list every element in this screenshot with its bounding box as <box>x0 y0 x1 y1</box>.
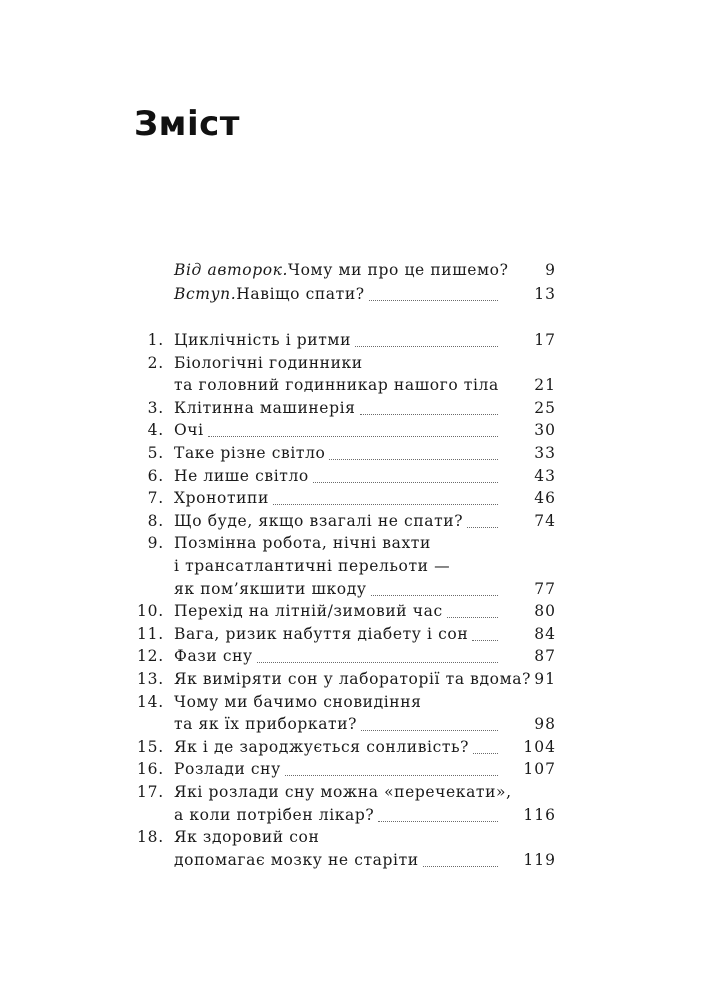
toc-chapter-number: 15. <box>136 737 164 756</box>
toc-entry-title: Позмінна робота, нічні вахти <box>174 534 431 553</box>
toc-chapter-number: 17. <box>136 783 164 801</box>
toc-entry-title: Які розлади сну можна «перечекати», <box>174 783 512 801</box>
leader-dots <box>360 414 498 415</box>
toc-chapter-number: 13. <box>136 670 164 688</box>
leader-dots <box>285 775 498 776</box>
leader-dots <box>371 595 498 596</box>
toc-page-number: 91 <box>534 670 556 688</box>
toc-page-number: 21 <box>534 376 556 395</box>
leader-dots <box>467 527 498 528</box>
toc-entry-label: Вступ. <box>174 285 237 303</box>
leader-dots <box>423 866 498 867</box>
toc-chapter-number: 8. <box>147 511 164 530</box>
toc-page-number: 46 <box>534 489 556 508</box>
toc-entry-title: Як здоровий сон <box>174 828 320 847</box>
leader-dots <box>273 504 498 505</box>
page-title: Зміст <box>134 104 240 144</box>
toc-page-number: 116 <box>523 805 556 824</box>
toc-entry-title: Циклічність і ритми <box>174 331 351 349</box>
toc-entry-title: Клітинна машинерія <box>174 398 356 417</box>
toc-entry-title: Фази сну <box>174 647 253 666</box>
leader-dots <box>378 821 498 822</box>
leader-dots <box>473 753 498 754</box>
toc-entry-title: і трансатлантичні перельоти — <box>174 557 451 575</box>
toc-entry-text <box>174 260 508 280</box>
toc-entry-title: Що буде, якщо взагалі не спати? <box>174 511 464 530</box>
toc-chapter-number: 14. <box>136 692 164 711</box>
toc-entry-title: та як їх приборкати? <box>174 715 358 734</box>
toc-page-number: 87 <box>534 647 556 666</box>
leader-dots <box>355 346 498 347</box>
toc-page-number: 9 <box>545 261 556 279</box>
toc-chapter-number: 3. <box>147 398 164 417</box>
toc-chapter-number: 11. <box>136 624 164 643</box>
leader-dots <box>369 300 498 301</box>
toc-page-number: 17 <box>534 331 556 349</box>
toc-page-number: 119 <box>523 850 556 869</box>
toc-entry-text <box>174 284 365 304</box>
toc-page-number: 98 <box>534 715 556 734</box>
toc-entry-title: а коли потрібен лікар? <box>174 805 375 824</box>
toc-entry-title: Вага, ризик набуття діабету і сон <box>174 624 469 643</box>
leader-dots <box>208 436 498 437</box>
toc-page-number: 77 <box>534 579 556 598</box>
toc-entry-title: Не лише світло <box>174 466 309 485</box>
toc-entry-title: Хронотипи <box>174 489 269 508</box>
toc-page-number: 13 <box>534 285 556 303</box>
toc-page-number: 104 <box>523 737 556 756</box>
toc-chapter-number: 9. <box>147 534 164 553</box>
toc-entry-title: та головний годинникар нашого тіла <box>174 376 499 395</box>
toc-page-number: 25 <box>534 398 556 417</box>
leader-dots <box>472 640 498 641</box>
toc-page-number: 33 <box>534 444 556 462</box>
toc-entry-title: Перехід на літній/зимовий час <box>174 602 443 621</box>
toc-chapter-number: 16. <box>136 760 164 779</box>
toc-entry-title: як пом’якшити шкоду <box>174 579 367 598</box>
toc-entry-label: Від авторок. <box>174 261 289 279</box>
toc-chapter-number: 5. <box>147 444 164 462</box>
toc-chapter-number: 7. <box>147 489 164 508</box>
toc-chapter-number: 10. <box>136 602 164 621</box>
toc-page-number: 84 <box>534 624 556 643</box>
toc-chapter-number: 6. <box>147 466 164 485</box>
toc-entry-title: Чому ми про це пишемо? <box>288 261 509 279</box>
leader-dots <box>313 482 498 483</box>
leader-dots <box>257 662 498 663</box>
toc-entry-title: Навіщо спати? <box>236 285 365 303</box>
toc-page-number: 74 <box>534 511 556 530</box>
toc-entry-title: Розлади сну <box>174 760 281 779</box>
leader-dots <box>329 459 498 460</box>
toc-entry-title: Як і де зароджується сонливість? <box>174 737 470 756</box>
toc-entry-title: Очі <box>174 421 204 440</box>
toc-page-number: 43 <box>534 466 556 485</box>
toc-page-number: 30 <box>534 421 556 440</box>
toc-entry-title: Біологічні годинники <box>174 353 363 372</box>
toc-page-number: 80 <box>534 602 556 621</box>
leader-dots <box>361 730 498 731</box>
toc-chapter-number: 18. <box>136 828 164 847</box>
toc-chapter-number: 2. <box>147 353 164 372</box>
leader-dots <box>447 617 498 618</box>
toc-chapter-number: 4. <box>147 421 164 440</box>
toc-page-number: 107 <box>523 760 556 779</box>
toc-chapter-number: 12. <box>136 647 164 666</box>
toc-entry-title: допомагає мозку не старіти <box>174 850 419 869</box>
toc-entry-title: Таке різне світло <box>174 444 326 462</box>
toc-entry-title: Чому ми бачимо сновидіння <box>174 692 422 711</box>
toc-chapter-number: 1. <box>147 331 164 349</box>
toc-entry-title: Як виміряти сон у лабораторії та вдома? <box>174 670 531 688</box>
